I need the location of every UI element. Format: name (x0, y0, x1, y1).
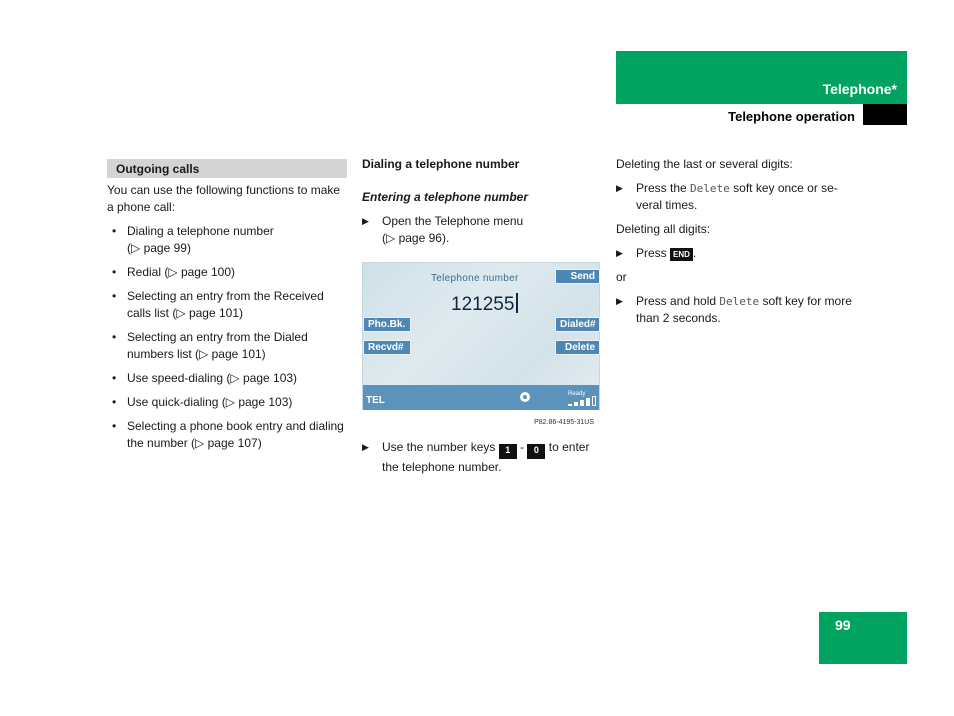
column-deleting (616, 156, 861, 334)
page-ref-icon: ▷ (225, 395, 235, 409)
page-number: 99 (835, 617, 851, 633)
section-marker (863, 104, 907, 125)
received-softkey[interactable]: Recvd# (363, 340, 411, 355)
screen-title: Telephone number (431, 273, 519, 284)
column-dialing (362, 156, 602, 483)
ready-label: Ready (568, 391, 586, 397)
key-one-icon: 1 (499, 444, 517, 459)
page-ref-icon: ▷ (168, 265, 178, 279)
page-ref-icon: ▷ (131, 241, 141, 255)
list-item: • Dialing a telephone number (▷ page 99) (107, 223, 347, 257)
column-outgoing-calls (107, 156, 347, 459)
page-link[interactable]: page 101 (188, 306, 239, 320)
page-link[interactable]: page 101 (211, 347, 262, 361)
section-header (616, 104, 907, 125)
triangle-right-icon: ▶ (616, 248, 623, 258)
step-press-end: ▶ Press END . (616, 246, 697, 260)
delete-softkey-label: Delete (719, 295, 760, 308)
status-bar (363, 385, 599, 410)
page-link[interactable]: page 100 (180, 265, 232, 279)
list-item: • Redial (▷ page 100) (107, 264, 347, 281)
disc-icon (520, 392, 530, 402)
outgoing-calls-heading: Outgoing calls (107, 159, 347, 178)
step-press-hold-delete: ▶ Press and hold Delete soft key for more than 2 seconds. (616, 294, 852, 325)
page-ref-icon: ▷ (195, 436, 205, 450)
delete-some-label: Deleting the last or several digits: (616, 157, 793, 171)
section-title: Telephone operation (728, 109, 855, 124)
or-label: or (616, 270, 627, 284)
delete-softkey[interactable]: Delete (555, 340, 600, 355)
page-link[interactable]: page 107 (207, 436, 258, 450)
telephone-screen-illustration (362, 262, 600, 410)
send-softkey[interactable]: Send (555, 269, 600, 284)
dialed-softkey[interactable]: Dialed# (555, 317, 600, 332)
triangle-right-icon: ▶ (362, 442, 369, 452)
key-zero-icon: 0 (527, 444, 545, 459)
list-item: • Use speed-dialing (▷ page 103) (107, 370, 347, 387)
outgoing-calls-intro: You can use the following functions to make a phone call: (107, 183, 341, 214)
entering-subheading: Entering a telephone number (362, 190, 529, 204)
list-item: • Selecting an entry from the Received calls list (▷ page 101) (107, 288, 347, 322)
delete-softkey-label: Delete (690, 182, 730, 195)
list-item: • Use quick-dialing (▷ page 103) (107, 394, 347, 411)
page-link[interactable]: page 96 (398, 231, 442, 245)
page-link[interactable]: page 103 (242, 371, 294, 385)
step-open-menu: ▶ Open the Telephone menu (▷ page 96). (362, 214, 524, 245)
step-press-delete: ▶ Press the Delete soft key once or se-veral times. (616, 181, 838, 212)
page-number-box (819, 612, 907, 664)
triangle-right-icon: ▶ (616, 183, 623, 193)
chapter-title: Telephone* (822, 81, 897, 97)
phonebook-softkey[interactable]: Pho.Bk. (363, 317, 411, 332)
triangle-right-icon: ▶ (616, 296, 623, 306)
page-link[interactable]: page 99 (143, 241, 187, 255)
delete-all-label: Deleting all digits: (616, 222, 711, 236)
chapter-header (616, 51, 907, 104)
signal-strength-icon (568, 396, 596, 406)
list-item: • Selecting an entry from the Dialed numbers list (▷ page 101) (107, 329, 347, 363)
tel-label: TEL (366, 395, 385, 406)
list-item: • Selecting a phone book entry and dialing the number (▷ page 107) (107, 418, 347, 452)
page-ref-icon: ▷ (230, 371, 240, 385)
figure-id: P82.86-4195-31US (534, 419, 594, 426)
end-key-icon: END (670, 248, 693, 261)
function-list (107, 223, 347, 452)
step-number-keys: ▶ Use the number keys 1 - 0 to enter the telephone number. (362, 440, 590, 474)
dialing-heading: Dialing a telephone number (362, 157, 520, 171)
page-ref-icon: ▷ (199, 347, 209, 361)
page-link[interactable]: page 103 (238, 395, 289, 409)
triangle-right-icon: ▶ (362, 216, 369, 226)
page-ref-icon: ▷ (386, 231, 396, 245)
page-ref-icon: ▷ (176, 306, 186, 320)
text-cursor (516, 293, 518, 313)
dialed-number: 121255 (451, 293, 518, 313)
